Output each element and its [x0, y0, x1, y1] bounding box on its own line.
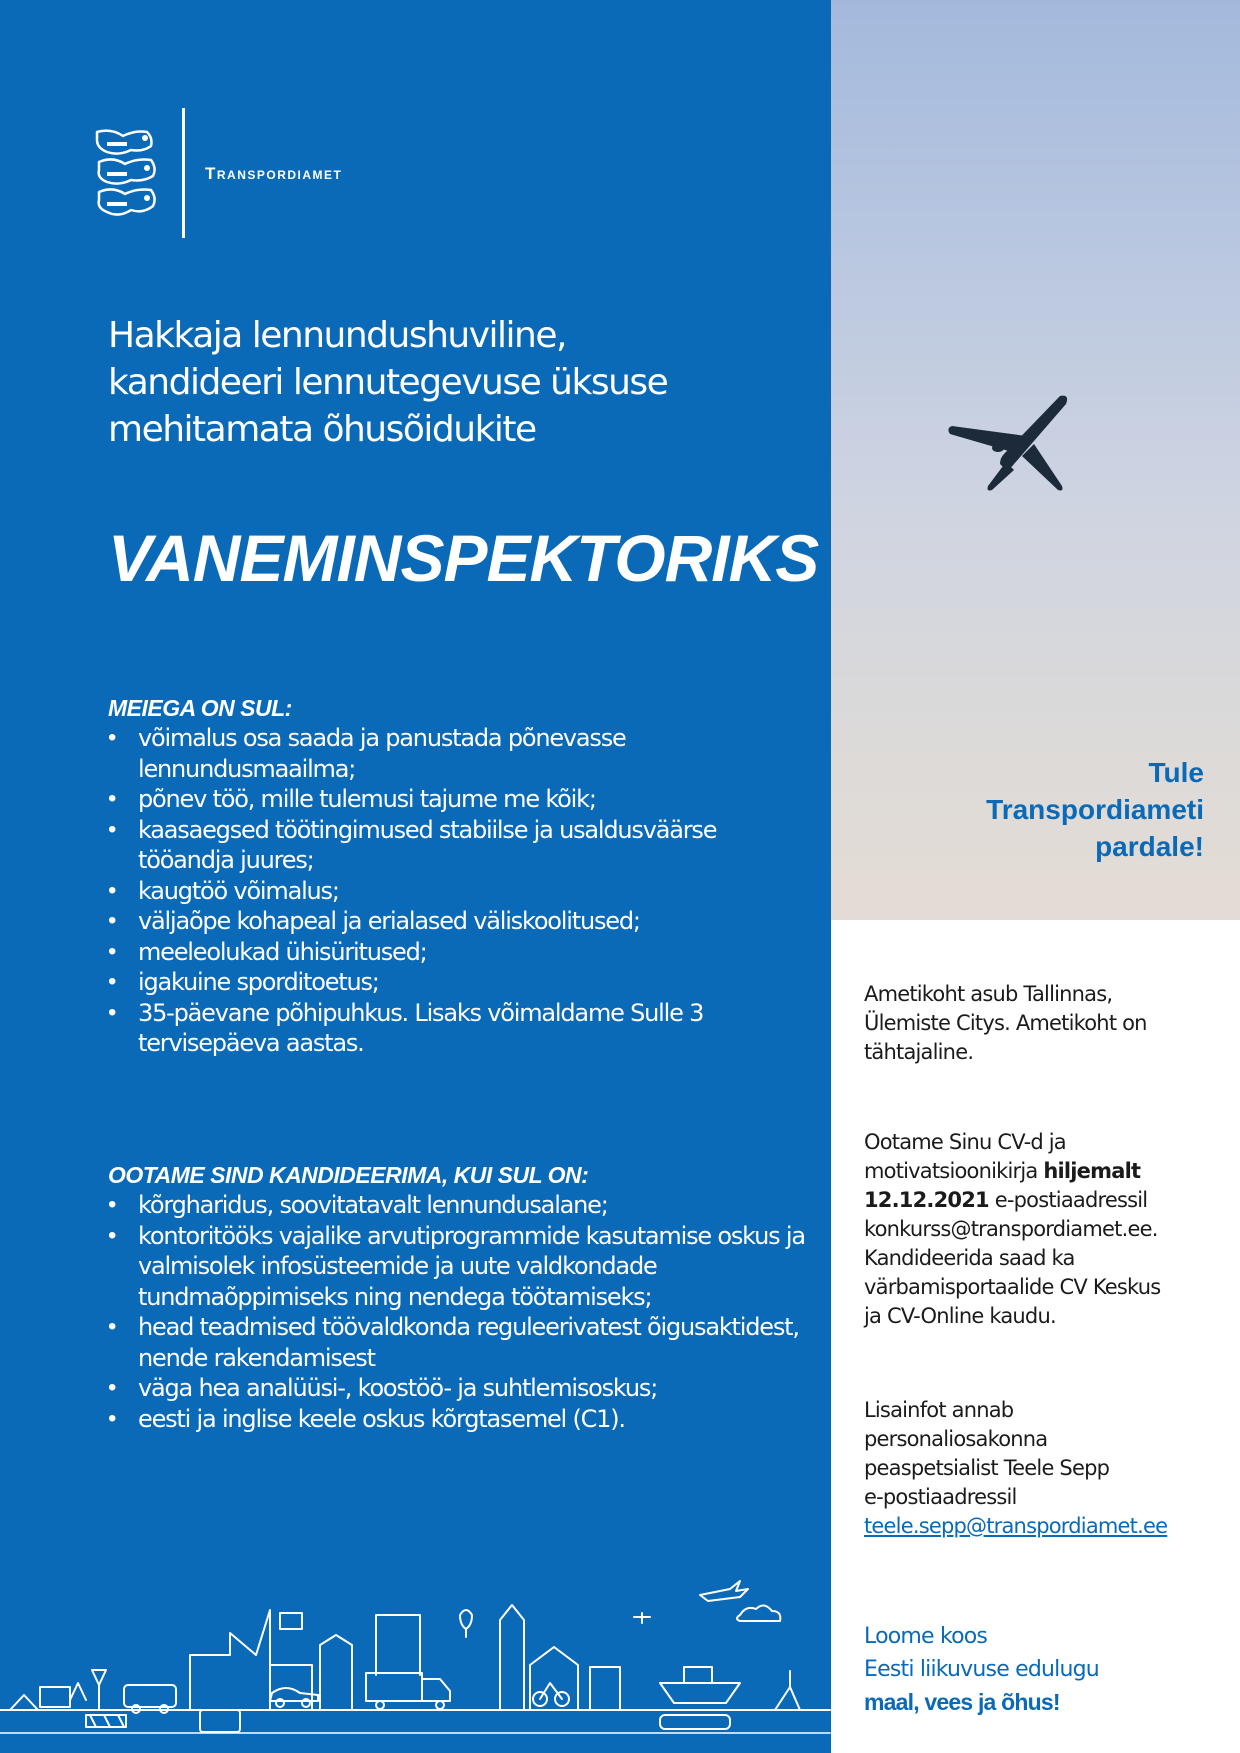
info-line: Lisainfot annab — [864, 1398, 1014, 1422]
info-line: Ülemiste Citys. Ametikoht on — [864, 1011, 1147, 1035]
info-line: Kandideerida saad ka — [864, 1246, 1075, 1270]
intro-line: Hakkaja lennundushuviline, — [108, 315, 566, 356]
intro-line: kandideeri lennutegevuse üksuse — [108, 362, 668, 403]
closing-line-bold: maal, vees ja õhus! — [864, 1689, 1060, 1715]
job-title: VANEMINSPEKTORIKS — [108, 521, 819, 595]
requirements-heading: OOTAME SIND KANDIDEERIMA, KUI SUL ON: — [108, 1162, 589, 1188]
info-line: peaspetsialist Teele Sepp — [864, 1456, 1110, 1480]
intro-line: mehitamata õhusõidukite — [108, 409, 536, 450]
info-line: ja CV-Online kaudu. — [864, 1304, 1056, 1328]
info-line: Ametikoht asub Tallinnas, — [864, 982, 1113, 1006]
cityscape-illustration — [0, 1575, 831, 1745]
list-item: • meeleolukad ühisüritused; — [108, 937, 808, 968]
org-name: Transpordiamet — [205, 164, 343, 183]
info-line: värbamisportaalide CV Keskus — [864, 1275, 1161, 1299]
tagline-line: Tule — [1148, 757, 1204, 788]
list-item: • kõrgharidus, soovitatavalt lennundusalane; — [108, 1190, 808, 1221]
list-item: • igakuine sporditoetus; — [108, 967, 808, 998]
list-item: • kontoritööks vajalike arvutiprogrammide kasutamise oskus ja valmisolek infosüsteemide ja uute valdkondade tundmaõppimiseks ning nendega töötamiseks; — [108, 1221, 808, 1313]
info-line: personaliosakonna — [864, 1427, 1048, 1451]
closing-line: Loome koos — [864, 1624, 988, 1649]
offer-list — [108, 723, 808, 1059]
list-item: • kaasaegsed töötingimused stabiilse ja usaldusväärse tööandja juures; — [108, 815, 808, 876]
closing-line: Eesti liikuvuse edulugu — [864, 1657, 1099, 1682]
info-text: motivatsioonikirja — [864, 1159, 1044, 1183]
info-line: Ootame Sinu CV-d ja — [864, 1130, 1066, 1154]
deadline-date: 12.12.2021 — [864, 1188, 989, 1212]
apply-info — [864, 1128, 1209, 1331]
closing-slogan — [864, 1620, 1209, 1719]
list-item: • head teadmised töövaldkonda reguleerivatest õigusaktidest, nende rakendamisest — [108, 1312, 808, 1373]
list-item: • võimalus osa saada ja panustada põnevasse lennundusmaailma; — [108, 723, 808, 784]
contact-email-link[interactable]: teele.sepp@transpordiamet.ee — [864, 1514, 1168, 1538]
offer-section — [108, 693, 808, 1059]
logo-divider — [182, 108, 185, 238]
tagline-line: Transpordiameti — [986, 794, 1204, 825]
info-line: tähtajaline. — [864, 1040, 974, 1064]
requirements-list — [108, 1190, 808, 1434]
list-item: • väljaõpe kohapeal ja erialased väliskoolitused; — [108, 906, 808, 937]
info-line — [864, 1186, 1209, 1215]
deadline-label: hiljemalt — [1043, 1159, 1141, 1183]
tagline-line: pardale! — [1095, 831, 1204, 862]
contact-info — [864, 1396, 1209, 1541]
list-item: • kaugtöö võimalus; — [108, 876, 808, 907]
list-item: • 35-päevane põhipuhkus. Lisaks võimaldame Sulle 3 tervisepäeva aastas. — [108, 998, 808, 1059]
info-line: e-postiaadressil — [864, 1485, 1017, 1509]
airplane-icon — [944, 390, 1074, 500]
info-line — [864, 1157, 1209, 1186]
list-item: • väga hea analüüsi-, koostöö- ja suhtlemisoskus; — [108, 1373, 808, 1404]
offer-heading: MEIEGA ON SUL: — [108, 695, 292, 721]
list-item: • eesti ja inglise keele oskus kõrgtasemel (C1). — [108, 1404, 808, 1435]
intro-text — [108, 312, 808, 453]
list-item: • põnev töö, mille tulemusi tajume me kõik; — [108, 784, 808, 815]
location-info — [864, 980, 1209, 1067]
application-email[interactable]: konkurss@transpordiamet.ee. — [864, 1217, 1158, 1241]
requirements-section — [108, 1160, 808, 1434]
info-text: e-postiaadressil — [988, 1188, 1148, 1212]
tagline — [904, 754, 1204, 865]
three-lions-crest-icon — [93, 128, 161, 220]
